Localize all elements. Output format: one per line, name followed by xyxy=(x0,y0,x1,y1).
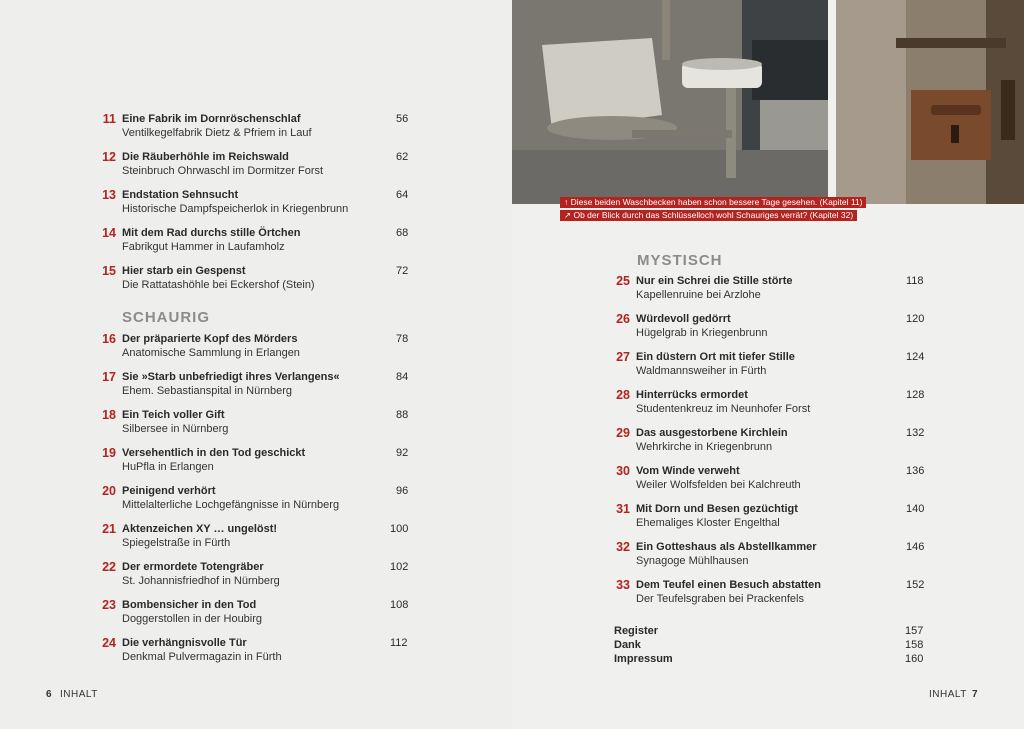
chapter-location: Waldmannsweiher in Fürth xyxy=(636,365,767,377)
dank-link[interactable]: Dank xyxy=(614,639,641,651)
chapter-title: Der ermordete Totengräber xyxy=(122,561,264,573)
chapter-page: 78 xyxy=(396,333,409,345)
chapter-number: 13 xyxy=(102,188,116,202)
chapter-number: 33 xyxy=(616,578,630,592)
chapter-number: 26 xyxy=(616,312,630,326)
chapter-location: Ehem. Sebastianspital in Nürnberg xyxy=(122,385,292,397)
chapter-number: 11 xyxy=(102,112,116,126)
chapter-title: Nur ein Schrei die Stille störte xyxy=(636,275,793,287)
section-heading-mystisch: MYSTISCH xyxy=(637,252,723,269)
chapter-page: 102 xyxy=(390,561,409,573)
chapter-title: Bombensicher in den Tod xyxy=(122,599,257,611)
chapter-page: 112 xyxy=(390,637,408,649)
chapter-location: Wehrkirche in Kriegenbrunn xyxy=(636,441,773,453)
chapter-page: 62 xyxy=(396,151,409,163)
caption-keyhole: ↗ Ob der Blick durch das Schlüsselloch wohl Schauriges verrät? (Kapitel 32) xyxy=(560,210,857,221)
chapter-number: 32 xyxy=(616,540,630,554)
chapter-page: 84 xyxy=(396,371,409,383)
chapter-location: Fabrikgut Hammer in Laufamholz xyxy=(122,241,285,253)
chapter-page: 136 xyxy=(906,465,925,477)
chapter-location: Mittelalterliche Lochgefängnisse in Nürnberg xyxy=(122,499,340,511)
chapter-number: 14 xyxy=(102,226,116,240)
chapter-location: Hügelgrab in Kriegenbrunn xyxy=(636,327,768,339)
chapter-page: 72 xyxy=(396,265,409,277)
chapter-number: 27 xyxy=(616,350,630,364)
chapter-title: Vom Winde verweht xyxy=(636,465,740,477)
chapter-page: 120 xyxy=(906,313,925,325)
chapter-page: 128 xyxy=(906,389,925,401)
chapter-number: 21 xyxy=(102,522,116,536)
caption-washbasins: ↑ Diese beiden Waschbecken haben schon bessere Tage gesehen. (Kapitel 11) xyxy=(560,197,866,208)
impressum-link[interactable]: Impressum xyxy=(614,653,673,665)
chapter-location: Silbersee in Nürnberg xyxy=(122,423,229,435)
chapter-number: 25 xyxy=(616,274,630,288)
photo-keyhole-door xyxy=(836,0,1024,204)
chapter-number: 17 xyxy=(102,370,116,384)
chapter-number: 30 xyxy=(616,464,630,478)
chapter-location: Ehemaliges Kloster Engelthal xyxy=(636,517,780,529)
chapter-location: Studentenkreuz im Neunhofer Forst xyxy=(636,403,811,415)
chapter-title: Mit dem Rad durchs stille Örtchen xyxy=(122,227,301,239)
dank-page: 158 xyxy=(905,639,924,651)
chapter-page: 68 xyxy=(396,227,409,239)
chapter-number: 18 xyxy=(102,408,116,422)
right-page-number: 7 xyxy=(972,689,979,700)
chapter-page: 108 xyxy=(390,599,409,611)
chapter-page: 140 xyxy=(906,503,925,515)
impressum-page: 160 xyxy=(905,653,924,665)
left-page-number: 6 xyxy=(46,689,53,700)
chapter-title: Die verhängnisvolle Tür xyxy=(122,637,247,649)
chapter-page: 88 xyxy=(396,409,409,421)
chapter-page: 152 xyxy=(906,579,925,591)
chapter-title: Aktenzeichen XY … ungelöst! xyxy=(122,523,278,535)
photo-washbasins xyxy=(512,0,828,204)
chapter-page: 56 xyxy=(396,113,409,125)
chapter-title: Ein Teich voller Gift xyxy=(122,409,225,421)
chapter-number: 28 xyxy=(616,388,630,402)
chapter-location: HuPfla in Erlangen xyxy=(122,461,214,473)
door-lock-illustration xyxy=(836,0,1024,204)
chapter-page: 96 xyxy=(396,485,409,497)
chapter-number: 31 xyxy=(616,502,630,516)
chapter-title: Peinigend verhört xyxy=(122,485,216,497)
chapter-location: Synagoge Mühlhausen xyxy=(636,555,749,567)
chapter-number: 20 xyxy=(102,484,116,498)
chapter-title: Mit Dorn und Besen gezüchtigt xyxy=(636,503,798,515)
chapter-number: 19 xyxy=(102,446,116,460)
chapter-page: 100 xyxy=(390,523,409,535)
chapter-title: Die Räuberhöhle im Reichswald xyxy=(122,151,289,163)
chapter-number: 16 xyxy=(102,332,116,346)
right-running-head: INHALT xyxy=(929,689,967,700)
register-link[interactable]: Register xyxy=(614,625,659,637)
chapter-title: Würdevoll gedörrt xyxy=(636,313,731,325)
chapter-page: 118 xyxy=(906,275,924,287)
left-running-head: INHALT xyxy=(60,689,98,700)
chapter-title: Endstation Sehnsucht xyxy=(122,189,239,201)
chapter-location: Ventilkegelfabrik Dietz & Pfriem in Lauf xyxy=(122,127,312,139)
chapter-location: Die Rattatashöhle bei Eckershof (Stein) xyxy=(122,279,315,291)
chapter-title: Ein düstern Ort mit tiefer Stille xyxy=(636,351,795,363)
chapter-location: St. Johannisfriedhof in Nürnberg xyxy=(122,575,280,587)
chapter-number: 12 xyxy=(102,150,116,164)
chapter-location: Denkmal Pulvermagazin in Fürth xyxy=(122,651,282,663)
chapter-title: Hinterrücks ermordet xyxy=(636,389,748,401)
chapter-title: Sie »Starb unbefriedigt ihres Verlangens« xyxy=(122,371,340,383)
chapter-location: Doggerstollen in der Houbirg xyxy=(122,613,263,625)
chapter-page: 124 xyxy=(906,351,925,363)
chapter-location: Steinbruch Ohrwaschl im Dormitzer Forst xyxy=(122,165,324,177)
chapter-title: Hier starb ein Gespenst xyxy=(122,265,246,277)
chapter-title: Der präparierte Kopf des Mörders xyxy=(122,333,298,345)
chapter-location: Historische Dampfspeicherlok in Kriegenbrunn xyxy=(122,203,349,215)
chapter-title: Eine Fabrik im Dornröschenschlaf xyxy=(122,113,301,125)
chapter-location: Der Teufelsgraben bei Prackenfels xyxy=(636,593,804,605)
chapter-title: Dem Teufel einen Besuch abstatten xyxy=(636,579,822,591)
chapter-title: Das ausgestorbene Kirchlein xyxy=(636,427,788,439)
chapter-number: 22 xyxy=(102,560,116,574)
chapter-location: Kapellenruine bei Arzlohe xyxy=(636,289,761,301)
chapter-number: 29 xyxy=(616,426,630,440)
chapter-page: 92 xyxy=(396,447,409,459)
chapter-page: 146 xyxy=(906,541,925,553)
chapter-title: Ein Gotteshaus als Abstellkammer xyxy=(636,541,817,553)
washbasin-illustration xyxy=(512,0,828,204)
register-page: 157 xyxy=(905,625,924,637)
chapter-title: Versehentlich in den Tod geschickt xyxy=(122,447,306,459)
chapter-location: Anatomische Sammlung in Erlangen xyxy=(122,347,300,359)
chapter-number: 23 xyxy=(102,598,116,612)
chapter-location: Weiler Wolfsfelden bei Kalchreuth xyxy=(636,479,801,491)
chapter-page: 64 xyxy=(396,189,409,201)
chapter-location: Spiegelstraße in Fürth xyxy=(122,537,231,549)
chapter-number: 15 xyxy=(102,264,116,278)
section-heading-schaurig: SCHAURIG xyxy=(122,309,211,326)
chapter-number: 24 xyxy=(102,636,116,650)
chapter-page: 132 xyxy=(906,427,925,439)
